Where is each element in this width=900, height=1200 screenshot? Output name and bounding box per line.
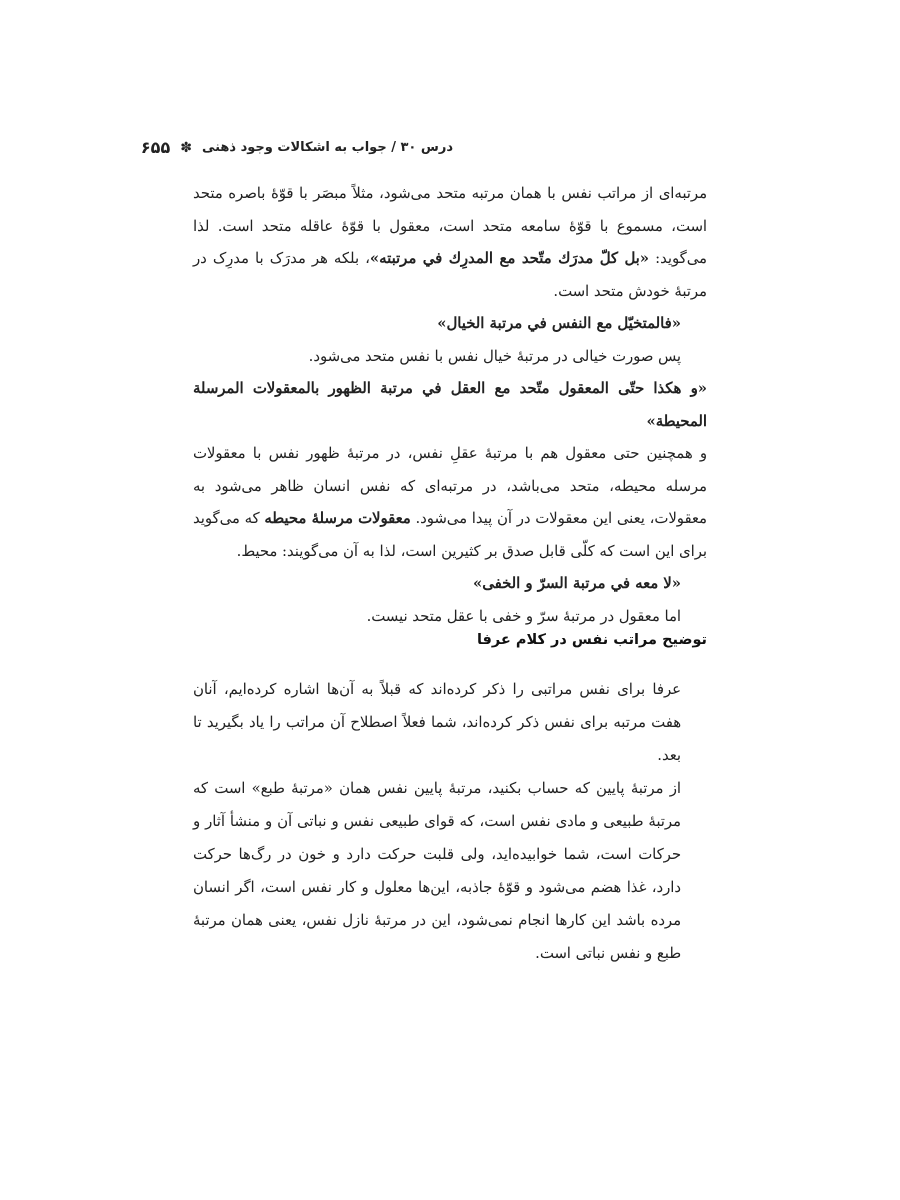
paragraph-text: مرتبه‌ای از مراتب نفس با همان مرتبه متحد می‌شود، مثلاً مبصَر با قوّهٔ باصره متحد است، مسموع با قوّهٔ سامعه متحد است، معقول با قوّهٔ عاقله متحد است. لذا می‌گوید: xyxy=(193,185,707,267)
section-heading: توضیح مراتب نفس در کلام عرفا xyxy=(476,632,707,648)
arabic-quote: «بل كلّ مدرَك متّحد مع المدرِك في مرتبته» xyxy=(369,250,650,267)
paragraph: از مرتبهٔ پایین که حساب بکنید، مرتبهٔ پایین نفس همان «مرتبهٔ طبع» است که مرتبهٔ طبیعی و مادی نفس است، که قوای طبیعی نفس و نباتی آن و منشأ آثار و حرکات است، شما خوابیده‌اید، ولی قلبت حرکت دارد و خون در رگ‌ها حرکت دارد، غذا هضم می‌شود و قوّهٔ جاذبه، این‌ها معلول و کار نفس است، اگر انسان مرده باشد این کارها انجام نمی‌شود، این در مرتبهٔ نازل نفس، یعنی همان مرتبهٔ طبع و نفس نباتی است. xyxy=(193,780,681,962)
running-head xyxy=(140,138,453,157)
arabic-quote: «فالمتخيّل مع النفس في مرتبة الخيال» xyxy=(437,315,681,332)
paragraph-text: و همچنین حتی معقول هم با مرتبهٔ عقلِ نفس، در مرتبهٔ ظهور نفس با معقولات مرسله محیطه، متحد می‌باشد، در مرتبه‌ای که نفس انسان ظاهر می‌شود به معقولات، یعنی این معقولات در آن پیدا می‌شود. xyxy=(193,445,707,527)
paragraph-text: ، بلکه هر مدرَک با مدرِک در مرتبهٔ خودش متحد است. xyxy=(193,250,707,300)
paragraph-text: که می‌گوید برای این است که کلّی قابل صدق بر کثیرین است، لذا به آن می‌گویند: محیط. xyxy=(193,510,707,560)
ornament-icon: ✽ xyxy=(180,139,192,156)
paragraph: اما معقول در مرتبهٔ سرّ و خفی با عقل متحد نیست. xyxy=(366,607,681,625)
arabic-quote: «لا معه في مرتبة السرّ و الخفى» xyxy=(473,575,681,592)
arabic-quote: «و هكذا حتّى المعقول متّحد مع العقل في مرتبة الظهور بالمعقولات المرسلة المحيطة» xyxy=(193,380,707,430)
main-text xyxy=(193,178,707,633)
running-head-title: درس ۳۰ / جواب به اشکالات وجود ذهنی xyxy=(201,140,453,155)
section-text xyxy=(193,673,707,970)
paragraph: عرفا برای نفس مراتبی را ذکر کرده‌اند که قبلاً به آن‌ها اشاره کرده‌ایم، آنان هفت مرتبه برای نفس ذکر کرده‌اند، شما فعلاً اصطلاح آن مراتب را یاد بگیرید تا بعد. xyxy=(193,681,681,764)
paragraph xyxy=(193,178,707,308)
bold-term: معقولات مرسلهٔ محیطه xyxy=(264,510,411,527)
paragraph: پس صورت خیالی در مرتبهٔ خیال نفس با نفس متحد می‌شود. xyxy=(308,347,681,365)
page-number: ۶۵۵ xyxy=(140,138,171,157)
paragraph xyxy=(193,438,707,568)
